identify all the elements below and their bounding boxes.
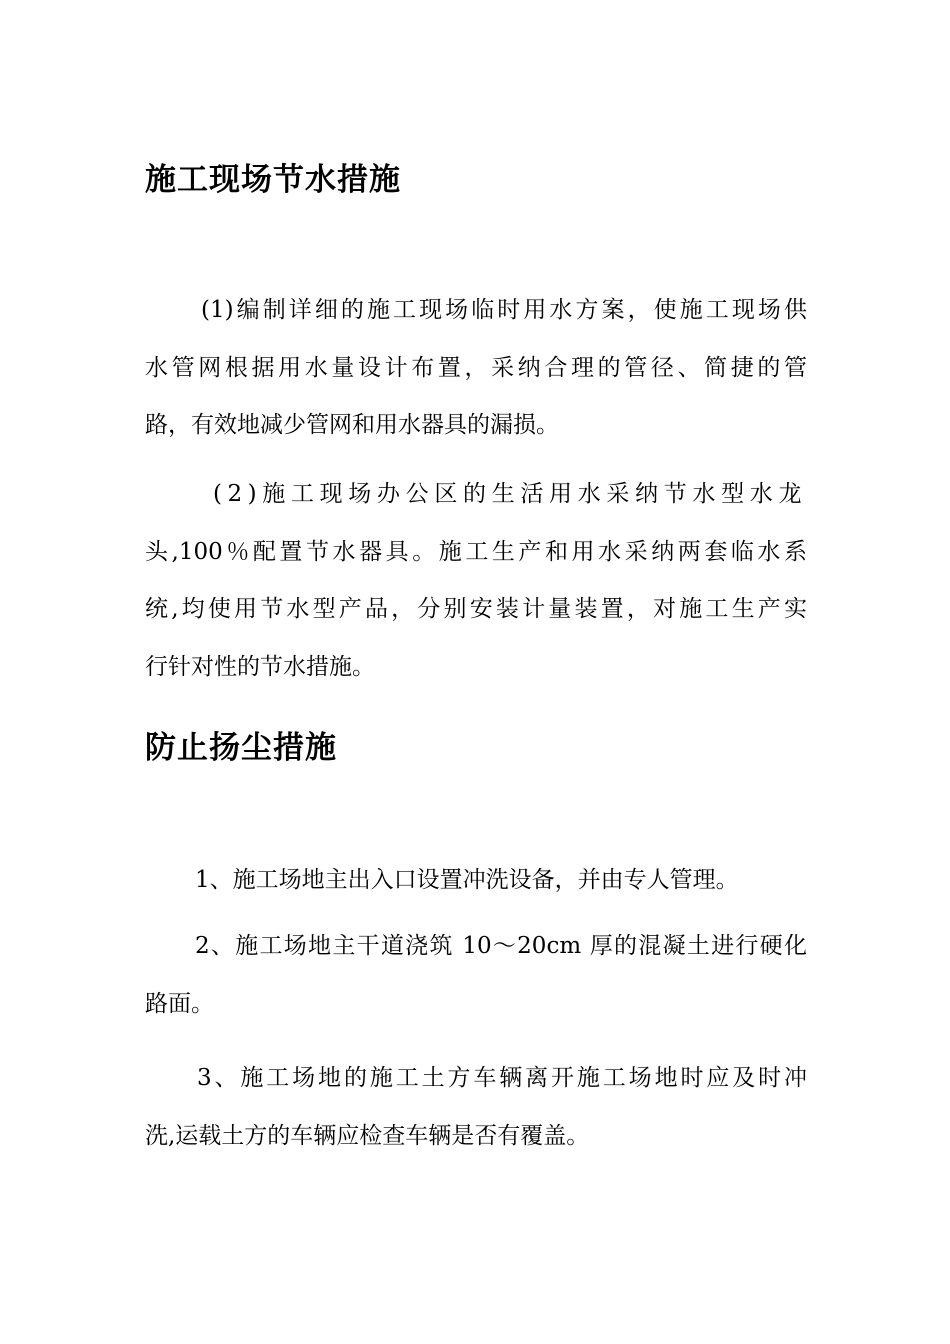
document-page [145,0,807,1344]
paragraph-water-plan [145,282,807,455]
paragraph-road-hardening [145,918,807,1033]
paragraph-line: 洗,运载土方的车辆应检查车辆是否有覆盖。 [145,1122,590,1149]
paragraph-line: 路面。 [145,990,214,1017]
paragraph-vehicle-washing [145,1050,807,1165]
paragraph-line: 水管网根据用水量设计布置，采纳合理的管径、简捷的管 [145,354,807,381]
heading-dust-prevention: 防止扬尘措施 [145,730,337,766]
paragraph-line: 3、施工场地的施工土方车辆离开施工场地时应及时冲 [197,1065,807,1091]
paragraph-line: (2)施工现场办公区的生活用水采纳节水型水龙 [213,481,807,507]
paragraph-line: 2、施工场地主干道浇筑 10～20cm 厚的混凝土进行硬化 [195,933,807,959]
paragraph-line: 1、施工场地主出入口设置冲洗设备，并由专人管理。 [195,867,739,893]
paragraph-line: (1)编制详细的施工现场临时用水方案，使施工现场供 [201,297,807,323]
paragraph-line: 头,100％配置节水器具。施工生产和用水采纳两套临水系 [145,538,807,565]
paragraph-washing-equipment [145,852,807,910]
paragraph-line: 行针对性的节水措施。 [145,653,375,680]
heading-water-saving: 施工现场节水措施 [145,162,401,198]
paragraph-line: 统,均使用节水型产品，分别安装计量装置，对施工生产实 [145,596,807,622]
paragraph-line: 路，有效地减少管网和用水器具的漏损。 [145,412,559,438]
paragraph-water-fixtures [145,466,807,696]
